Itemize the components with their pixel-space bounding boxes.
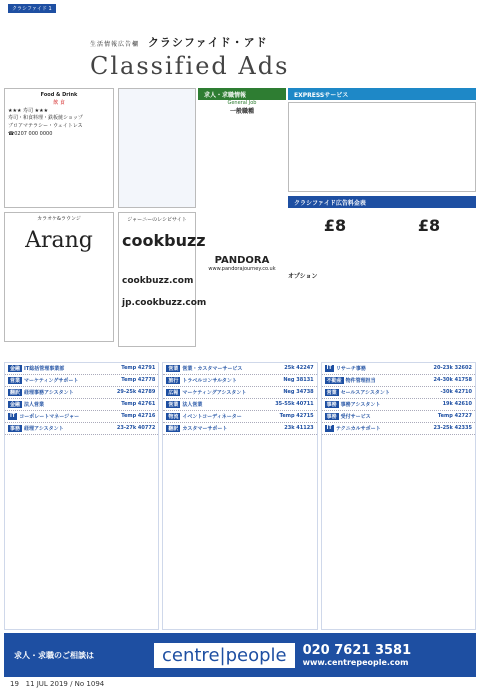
job-ref: 24-30k 41758 [433,377,472,383]
footer-banner [4,633,476,677]
job-title: 法人営業 [24,402,45,408]
job-row[interactable] [5,423,158,435]
food-cat-jp: 飲 食 [53,99,65,106]
job-title: コーポレートマネージャー [19,414,80,420]
food-item: ★★★ 寿司 ★★★ [8,107,49,114]
job-row[interactable] [5,375,158,387]
job-row[interactable] [322,411,475,423]
job-row[interactable] [322,363,475,375]
job-row[interactable] [322,399,475,411]
job-cat: 翻訳 [10,390,21,396]
job-ref: 23k 41123 [284,425,314,431]
job-ref: Temp 42716 [121,413,156,419]
job-row[interactable] [163,387,316,399]
food-cat: Food & Drink [40,92,78,98]
brand-jp: クラシファイド・アド [147,36,268,49]
job-title: カスタマーサポート [182,426,228,432]
job-cat: 事務 [326,414,337,420]
job-ref: Neg 34738 [283,389,314,395]
job-row[interactable] [163,423,316,435]
recipe-title: ジャーニーのレシピサイト [127,217,187,223]
job-title: トラベルコンサルタント [182,378,237,384]
job-ref: Temp 42791 [121,365,156,371]
job-ref: -30k 42710 [440,389,472,395]
cookbuzz-logo: cookbuzz [122,231,206,250]
job-title: 事務アシスタント [340,402,381,408]
food-item: 寿司・和食料理・鉄板焼ショップ [8,115,83,122]
footer-left: 求人・求職のご相談は [14,650,94,660]
brand-title [90,34,268,50]
express-band: EXPRESSサービス [288,88,476,100]
job-title: 営業・カスタマーサービス [182,366,243,372]
job-row[interactable] [163,363,316,375]
express-column [288,88,476,353]
job-row[interactable] [163,375,316,387]
job-ref: 35-55k 40711 [275,401,314,407]
fee-title: クラシファイド広告料金表 [288,196,476,208]
job-ref: Temp 42761 [121,401,156,407]
job-cat: 事務 [10,426,21,432]
job-row[interactable] [322,375,475,387]
job-row[interactable] [322,387,475,399]
food-item: ブロアマテラシー・ウェイトレス [8,123,83,129]
job-title: 法人営業 [182,402,203,408]
brand-small: 生活情報広告欄 [90,41,140,48]
job-ref: Temp 42778 [121,377,156,383]
arang-sub: カラオケ&ラウンジ [37,216,81,222]
job-row[interactable] [163,399,316,411]
job-title: 受付サービス [340,414,371,420]
job-cat: 事務 [326,402,337,408]
issue: 11 JUL 2019 / No 1094 [25,680,105,688]
food-item: ☎0207 000 0000 [8,130,53,137]
job-title: 経理アシスタント [24,426,64,432]
job-cat: 営業 [10,378,21,384]
middle-column [118,88,207,353]
job-row[interactable] [5,399,158,411]
job-title: マーケティングアシスタント [182,390,247,396]
job-ref: 20-23k 32602 [433,365,472,371]
job-cat: 物流 [168,414,179,420]
job-cat: 翻訳 [168,426,179,432]
footer-phone[interactable]: 020 7621 3581 [302,643,412,658]
job-ref: Temp 42715 [279,413,314,419]
job-row[interactable] [322,423,475,435]
job-ref: Neg 38131 [283,377,314,383]
jobs-col-2 [162,362,317,630]
left-column [4,88,114,353]
job-row[interactable] [5,411,158,423]
brand-en: Classified Ads [90,52,290,80]
job-title: セールスアシスタント [340,390,390,396]
job-title: 経理事務アシスタント [24,390,74,396]
job-ref: 23-25k 42335 [433,425,472,431]
jobs-col-1 [4,362,159,630]
job-cat: 旅行 [168,378,179,384]
option-label: オプション [288,273,318,280]
job-sub: General Job [227,100,257,106]
job-cat: 不動産 [326,378,342,384]
job-info-column [198,88,286,318]
job-title: マーケティングサポート [24,378,79,384]
job-band: 求人・求職情報 [198,88,286,100]
job-row[interactable] [163,411,316,423]
price-1: £8 [323,216,347,235]
job-cat: 金融 [10,402,21,408]
job-row[interactable] [5,387,158,399]
cookbuzz-url[interactable]: cookbuzz.com [122,275,194,286]
job-cat: 営業 [168,402,179,408]
footer-url[interactable]: www.centrepeople.com [302,658,409,667]
job-title: リサーチ事務 [335,366,366,372]
job-ref: 29-25k 42789 [116,389,156,395]
jobs-grid [4,362,476,630]
job-cat: 広報 [168,390,179,396]
job-title: 物件管理担当 [345,378,376,384]
page-num: 19 [10,680,19,688]
job-cat: IT [10,413,16,419]
job-cat: 営業 [168,366,179,372]
job-title: テクニカルサポート [335,426,381,432]
pandora-logo: PANDORA [214,255,270,266]
job-row[interactable] [5,363,158,375]
job-cat: 金融 [10,366,21,372]
page-footer [10,680,104,688]
cookbuzz-jp-url[interactable]: jp.cookbuzz.com [122,297,207,308]
footer-brand: centre|people [154,643,295,668]
arang-logo: Arang [25,227,93,253]
job-ref: 23-27k 40772 [116,425,156,431]
job-ref: Temp 42727 [437,413,472,419]
job-title: イベントコーディネーター [182,414,242,420]
job-cat: IT [326,365,332,371]
job-line: 一般職種 [229,108,254,115]
job-cat: 営業 [326,390,337,396]
jobs-col-3 [321,362,476,630]
job-cat: IT [326,425,332,431]
pandora-url[interactable]: www.pandorajourney.co.uk [208,266,276,272]
section-tag: クラシファイド 1 [8,4,56,13]
job-ref: 19k 42610 [442,401,472,407]
job-ref: 25k 42247 [284,365,314,371]
job-title: IT総括管理事業部 [24,366,65,372]
price-2: £8 [417,216,441,235]
